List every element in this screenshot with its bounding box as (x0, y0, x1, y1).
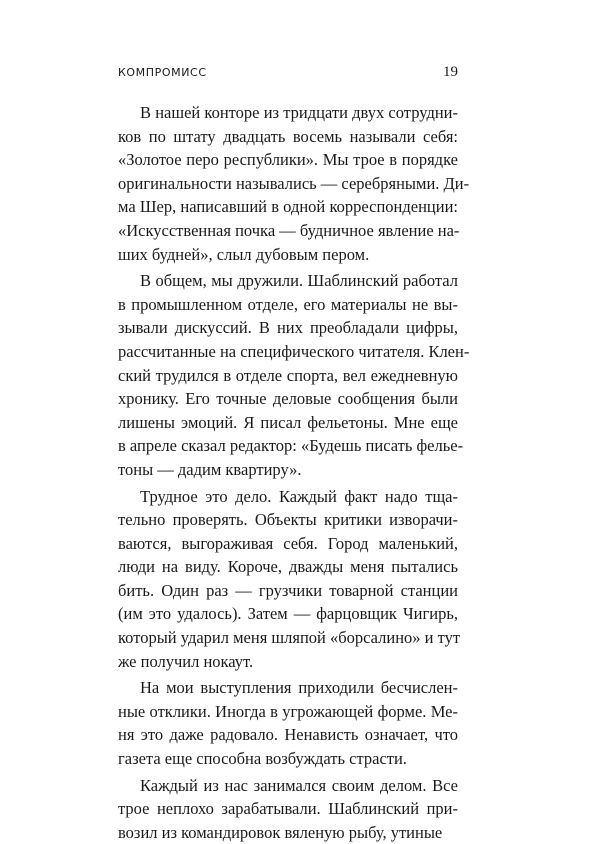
text-line: трое неплохо зарабатывали. Шаблинский при- (118, 799, 458, 819)
text-line: зывали дискуссий. В них преобладали цифры, (118, 318, 458, 338)
text-line: ма Шер, написавший в одной корреспонденции: (118, 197, 458, 217)
text-line: в апреле сказал редактор: «Будешь писать фелье- (118, 436, 464, 456)
text-line: «Искусственная почка — будничное явление на- (118, 220, 460, 240)
text-line: бить. Один раз — грузчики товарной станции (118, 580, 458, 600)
text-line: хронику. Его точные деловые сообщения были (118, 389, 458, 409)
text-line: ков по штату двадцать восемь называли себя: (118, 126, 458, 146)
paragraph (118, 101, 470, 266)
text-line: ваются, выгораживая себя. Город маленький, (118, 533, 458, 553)
text-line: же получил нокаут. (118, 651, 254, 671)
text-line: в промышленном отделе, его материалы не вы- (118, 294, 458, 314)
paragraph (118, 269, 470, 481)
text-line: тоны — дадим квартиру». (118, 459, 302, 479)
running-title: КОМПРОМИСС (118, 66, 207, 79)
text-line: ский трудился в отделе спорта, вел ежедневную (118, 365, 458, 385)
text-line: Трудное это дело. Каждый факт надо тща- (140, 486, 458, 506)
paragraph (118, 676, 458, 770)
text-line: На мои выступления приходили бесчислен- (140, 678, 458, 698)
text-line: «Золотое перо республики». Мы трое в порядке (118, 150, 458, 170)
text-line: В общем, мы дружили. Шаблинский работал (140, 271, 458, 291)
text-line: оригинальности назывались — серебряными. Ди- (118, 173, 470, 193)
text-line: возил из командировок вяленую рыбу, утиные (118, 822, 443, 842)
paragraph (118, 485, 461, 674)
text-line: (им это удалось). Затем — фарцовщик Чигирь, (118, 604, 458, 624)
text-line: лишены эмоций. Я писал фельетоны. Мне еще (118, 412, 458, 432)
text-line: ня это даже радовало. Ненависть означает, что (118, 725, 458, 745)
text-line: рассчитанные на специфического читателя. Клен- (118, 341, 470, 361)
text-line: ные отклики. Иногда в угрожающей форме. Ме- (118, 701, 458, 721)
text-line: тельно проверять. Объекты критики изворачи- (118, 510, 458, 530)
page-header (118, 66, 458, 82)
text-line: Каждый из нас занимался своим делом. Все (140, 775, 458, 795)
text-line: люди на виду. Короче, дважды меня пытались (118, 557, 458, 577)
text-line: В нашей конторе из тридцати двух сотрудни- (140, 103, 458, 122)
paragraph (118, 774, 458, 844)
text-line: газета еще способна возбуждать страсти. (118, 749, 407, 769)
page-number: 19 (443, 64, 458, 80)
body-text (118, 101, 470, 844)
text-line: который ударил меня шляпой «борсалино» и тут (118, 628, 461, 648)
text-line: ших будней», слыл дубовым пером. (118, 244, 370, 264)
